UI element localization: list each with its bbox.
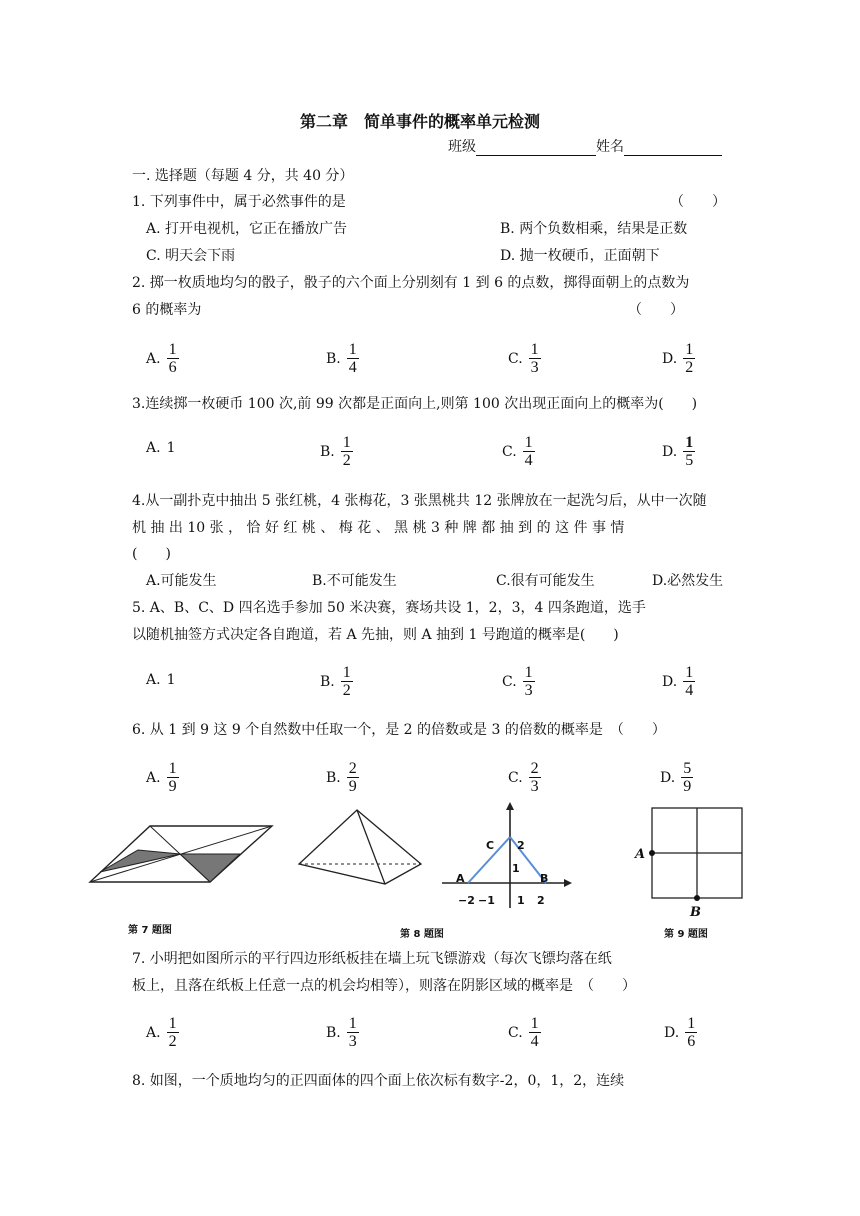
numerator: 1 [168, 341, 177, 358]
denominator: 6 [687, 1033, 696, 1050]
q3-stem: 3.连续掷一枚硬币 100 次,前 99 次都是正面向上,则第 100 次出现正面向上的概率为( ) [132, 396, 698, 412]
numerator: 2 [348, 760, 357, 777]
q8-line1: 8. 如图，一个质地均匀的正四面体的四个面上依次标有数字-2，0，1，2，连续 [132, 1073, 625, 1089]
fraction [347, 341, 359, 376]
option-letter: D. [662, 673, 678, 690]
option-letter: A. [146, 350, 161, 367]
option-letter: A. [146, 1024, 161, 1041]
q5-line2: 以随机抽签方式决定各自跑道，若 A 先抽，则 A 抽到 1 号跑道的概率是( ) [132, 627, 619, 643]
q2-option-d [662, 341, 695, 376]
q4-option-a: A.可能发生 [146, 573, 217, 589]
q4-option-d: D.必然发生 [652, 573, 724, 589]
fraction [347, 760, 359, 795]
label-a: A [456, 872, 465, 885]
option-letter: B. [326, 350, 341, 367]
q6-option-c [508, 760, 541, 795]
q7-line1: 7. 小明把如图所示的平行四边形纸板挂在墙上玩飞镖游戏（每次飞镖均落在纸 [132, 951, 612, 967]
option-letter: C. [508, 769, 523, 786]
q5-line1: 5. A、B、C、D 四名选手参加 50 米决赛，赛场共设 1，2，3，4 四条跑道，选手 [132, 600, 646, 616]
fraction [683, 434, 695, 469]
option-letter: D. [664, 1024, 680, 1041]
option-letter: B. [320, 443, 335, 460]
numerator: 1 [524, 664, 533, 681]
q2-line2: 6 的概率为 [132, 302, 202, 318]
option-letter: B. [326, 1024, 341, 1041]
q2-option-a [146, 341, 179, 376]
q7-option-a [146, 1015, 179, 1050]
denominator: 3 [530, 778, 539, 795]
denominator: 6 [168, 359, 177, 376]
fraction [529, 341, 541, 376]
option-letter: C. [508, 350, 523, 367]
option-letter: B. [326, 769, 341, 786]
q1-option-a: A. 打开电视机，它正在播放广告 [146, 221, 348, 237]
option-letter: D. [660, 769, 676, 786]
name-blank [624, 155, 722, 156]
q4-option-c: C.很有可能发生 [496, 573, 595, 589]
q7-line2: 板上，且落在纸板上任意一点的机会均相等），则落在阴影区域的概率是 （ ） [132, 978, 636, 994]
q6-option-a [146, 760, 179, 795]
option-letter: D. [662, 350, 678, 367]
denominator: 9 [168, 778, 177, 795]
q5-option-d [662, 664, 695, 699]
q1-option-c: C. 明天会下雨 [146, 248, 236, 264]
numerator: 1 [342, 434, 351, 451]
q3-option-d [662, 434, 695, 469]
option-value: 1 [166, 672, 176, 688]
q1-stem: 1. 下列事件中，属于必然事件的是 [132, 194, 346, 210]
numerator: 1 [168, 1015, 177, 1032]
numerator: 5 [683, 760, 692, 777]
option-letter: A. [146, 440, 161, 456]
numerator: 1 [342, 664, 351, 681]
q2-option-b [326, 341, 359, 376]
numerator: 1 [348, 1015, 357, 1032]
figure-7-parallelogram [88, 820, 278, 890]
label-x2: 2 [537, 894, 545, 907]
q5-option-b [320, 664, 353, 699]
q7-option-b [326, 1015, 359, 1050]
q4-line2: 机 抽 出 10 张 ， 恰 好 红 桃 、 梅 花 、 黑 桃 3 种 牌 都 抽 到 的 这 件 事 情 [132, 520, 625, 536]
q7-option-d [664, 1015, 697, 1050]
q6-option-d [660, 760, 693, 795]
q5-option-c [502, 664, 535, 699]
denominator: 2 [685, 359, 694, 376]
numerator: 1 [530, 1015, 539, 1032]
fraction [529, 1015, 541, 1050]
class-name-line [448, 136, 722, 156]
fraction [347, 1015, 359, 1050]
denominator: 5 [685, 452, 694, 469]
q3-option-c [502, 434, 535, 469]
figure-8-tetrahedron [295, 808, 425, 886]
numerator: 1 [685, 434, 694, 451]
figure-8-axes [440, 800, 574, 910]
fraction [341, 434, 353, 469]
denominator: 9 [683, 778, 692, 795]
option-letter: C. [502, 443, 517, 460]
figure-9-grid [632, 806, 748, 922]
numerator: 1 [685, 664, 694, 681]
denominator: 3 [524, 682, 533, 699]
q6-stem: 6. 从 1 到 9 这 9 个自然数中任取一个，是 2 的倍数或是 3 的倍数的概率是 （ ） [132, 722, 666, 738]
q5-option-a [146, 672, 175, 688]
label-one: 1 [512, 862, 520, 875]
q2-option-c [508, 341, 541, 376]
q1-option-d: D. 抛一枚硬币，正面朝下 [500, 248, 660, 264]
class-label: 班级 [448, 139, 476, 155]
q6-option-b [326, 760, 359, 795]
q1-paren: （ ） [670, 194, 726, 210]
q2-paren: （ ） [628, 302, 684, 318]
q4-line3: ( ) [132, 546, 171, 562]
fraction [685, 1015, 697, 1050]
denominator: 4 [524, 452, 533, 469]
fraction [167, 341, 179, 376]
numerator: 1 [687, 1015, 696, 1032]
option-letter: A. [146, 672, 161, 688]
denominator: 4 [530, 1033, 539, 1050]
section-heading: 一. 选择题（每题 4 分，共 40 分） [132, 168, 354, 184]
denominator: 2 [342, 682, 351, 699]
option-letter: C. [508, 1024, 523, 1041]
q2-line1: 2. 掷一枚质地均匀的骰子，骰子的六个面上分别刻有 1 到 6 的点数，掷得面朝上的点数为 [132, 275, 690, 291]
class-blank [476, 155, 596, 156]
denominator: 4 [685, 682, 694, 699]
grid-label-b: B [690, 905, 701, 920]
label-two-top: 2 [517, 839, 525, 852]
option-letter: A. [146, 769, 161, 786]
fraction [523, 434, 535, 469]
grid-label-a: A [635, 847, 646, 862]
figure-8-caption: 第 8 题图 [400, 929, 444, 940]
figure-9-caption: 第 9 题图 [664, 929, 708, 940]
denominator: 4 [348, 359, 357, 376]
option-value: 1 [166, 440, 176, 456]
label-c: C [486, 839, 495, 852]
numerator: 1 [348, 341, 357, 358]
q1-option-b: B. 两个负数相乘，结果是正数 [500, 221, 688, 237]
fraction [523, 664, 535, 699]
q3-option-a [146, 440, 175, 456]
numerator: 1 [685, 341, 694, 358]
option-letter: B. [320, 673, 335, 690]
fraction [341, 664, 353, 699]
figure-7-caption: 第 7 题图 [128, 925, 172, 936]
label-b: B [540, 872, 549, 885]
numerator: 2 [530, 760, 539, 777]
option-letter: C. [502, 673, 517, 690]
denominator: 2 [342, 452, 351, 469]
numerator: 1 [524, 434, 533, 451]
numerator: 1 [530, 341, 539, 358]
q4-line1: 4.从一副扑克中抽出 5 张红桃，4 张梅花，3 张黑桃共 12 张牌放在一起洗匀后，从中一次随 [132, 493, 707, 509]
numerator: 1 [168, 760, 177, 777]
fraction [529, 760, 541, 795]
fraction [683, 664, 695, 699]
q3-option-b [320, 434, 353, 469]
label-neg1: −1 [478, 894, 495, 907]
name-label: 姓名 [596, 139, 624, 155]
denominator: 3 [530, 359, 539, 376]
label-x1: 1 [517, 894, 525, 907]
fraction [683, 341, 695, 376]
fraction [167, 1015, 179, 1050]
fraction [167, 760, 179, 795]
denominator: 9 [348, 778, 357, 795]
denominator: 3 [348, 1033, 357, 1050]
q7-option-c [508, 1015, 541, 1050]
option-letter: D. [662, 443, 678, 460]
page-title: 第二章 简单事件的概率单元检测 [300, 112, 541, 131]
label-neg2: −2 [458, 894, 475, 907]
fraction [681, 760, 693, 795]
q4-option-b: B.不可能发生 [312, 573, 397, 589]
denominator: 2 [168, 1033, 177, 1050]
